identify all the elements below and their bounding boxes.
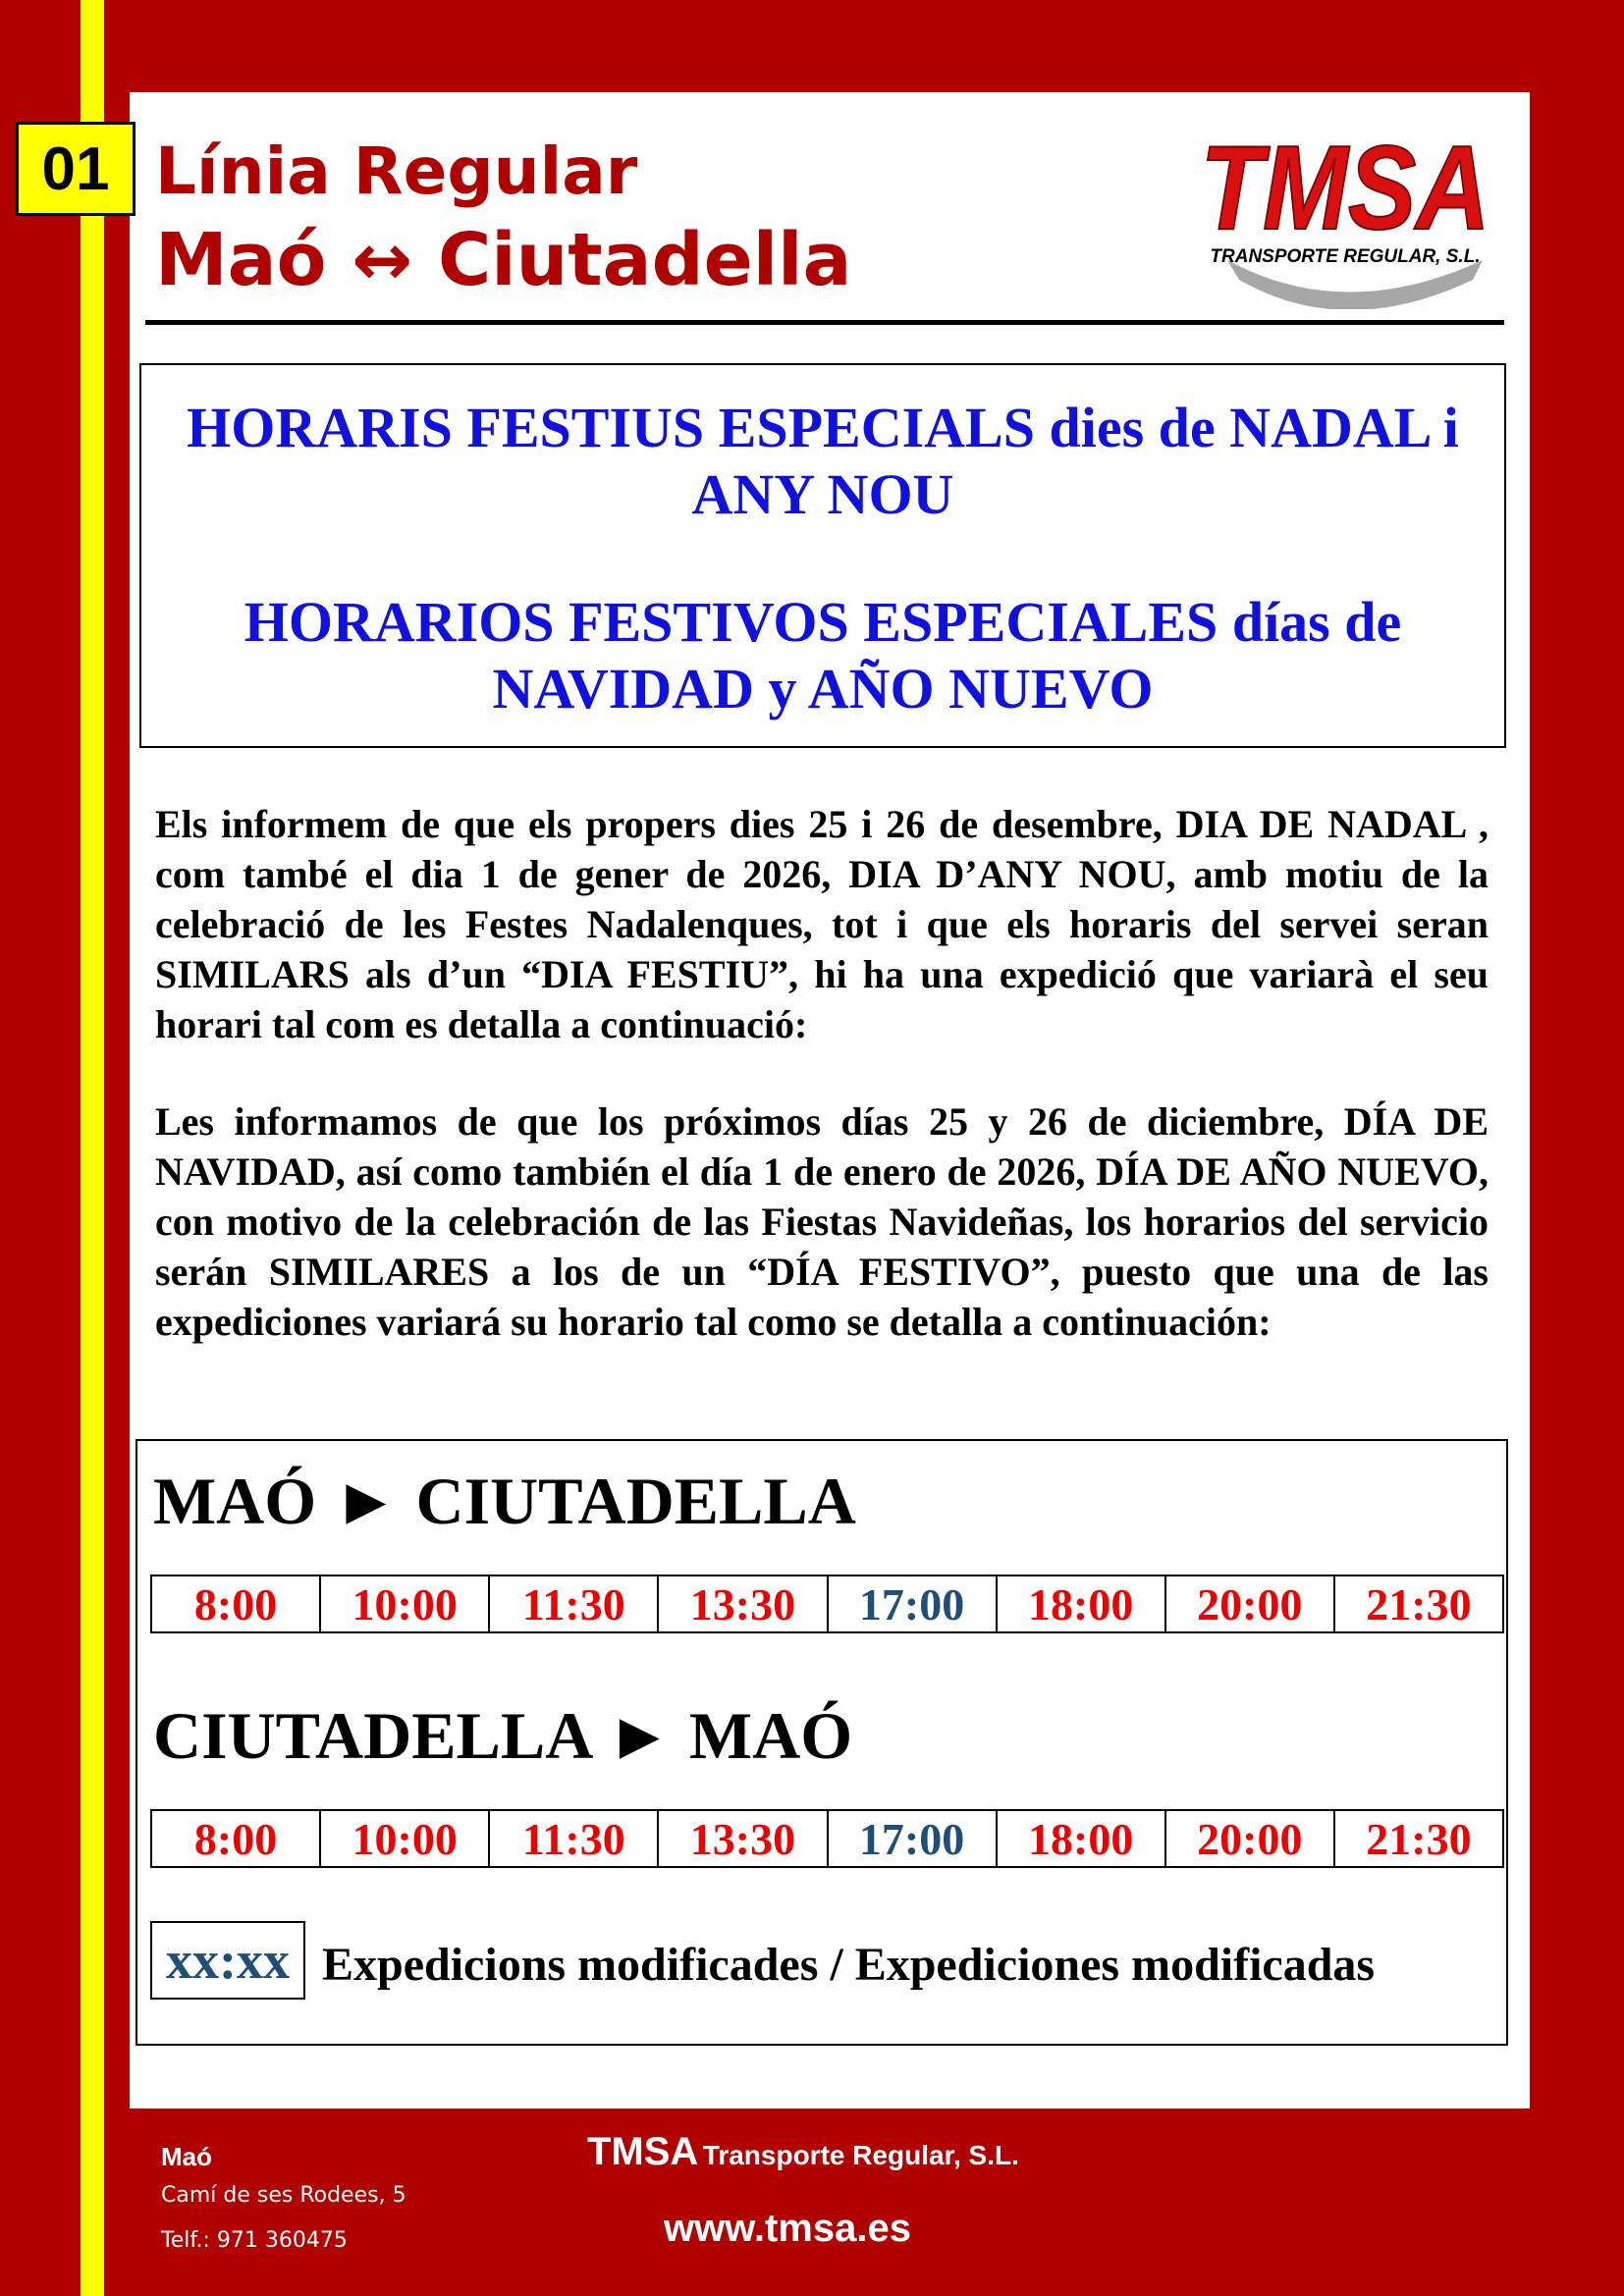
time-cell: 18:00 <box>998 1576 1166 1631</box>
logo-text: TMSA <box>1200 121 1490 254</box>
notice-title-spanish: HORARIOS FESTIVOS ESPECIALES días de NAVIDAD y AÑO NUEVO <box>244 590 1402 721</box>
time-cell: 8:00 <box>152 1576 321 1631</box>
footer <box>130 2109 1624 2296</box>
legend-sample: xx:xx <box>150 1921 305 2000</box>
time-cell: 10:00 <box>321 1811 490 1866</box>
time-cell: 13:30 <box>659 1811 828 1866</box>
notice-title-box <box>139 363 1506 748</box>
header-title: Línia Regular <box>155 133 638 209</box>
time-cell: 21:30 <box>1366 1813 1472 1864</box>
footer-company-rest: Transporte Regular, S.L. <box>702 2140 1019 2170</box>
route-heading-mao-ciutadella: MAÓ ► CIUTADELLA <box>153 1464 856 1538</box>
line-number-badge: 01 <box>16 122 135 216</box>
footer-company-bold: TMSA <box>587 2130 699 2173</box>
time-cell: 20:00 <box>1166 1576 1335 1631</box>
notice-paragraph-catalan: Els informem de que els propers dies 25 i 26 de desembre, DIA DE NADAL , com també el dia 1 de gener de 2026, DIA D’ANY NOU, amb motiu de la celebració de les Festes Nadalenques, tot i que els horaris del servei seran SIMILARS als d’un “DIA FESTIU”, hi ha una expedició que variarà el seu horari tal com es detalla a continuació: <box>155 802 1489 1046</box>
route-heading-ciutadella-mao: CIUTADELLA ► MAÓ <box>153 1698 853 1773</box>
header-route: Maó ↔ Ciutadella <box>155 218 852 302</box>
notice-title-catalan: HORARIS FESTIUS ESPECIALS dies de NADAL i ANY NOU <box>187 396 1459 526</box>
timetable-ciutadella-mao <box>150 1809 1504 1868</box>
time-cell: 20:00 <box>1166 1811 1335 1866</box>
time-cell: 21:30 <box>1366 1578 1472 1629</box>
time-cell: 10:00 <box>321 1576 490 1631</box>
time-cell-modified: 17:00 <box>829 1811 998 1866</box>
footer-address: Camí de ses Rodees, 5 <box>161 2183 406 2208</box>
timetable-mao-ciutadella <box>150 1575 1504 1633</box>
frame-top <box>0 0 1624 92</box>
time-cell-modified: 17:00 <box>829 1576 998 1631</box>
time-cell: 18:00 <box>998 1811 1166 1866</box>
tmsa-logo <box>1188 113 1502 309</box>
footer-phone: Telf.: 971 360475 <box>161 2228 348 2253</box>
header-divider <box>145 320 1504 325</box>
footer-website-link[interactable]: www.tmsa.es <box>664 2207 911 2250</box>
yellow-stripe <box>81 0 104 2296</box>
time-cell: 8:00 <box>152 1811 321 1866</box>
time-cell: 13:30 <box>659 1576 828 1631</box>
time-cell: 11:30 <box>490 1811 659 1866</box>
notice-paragraph-spanish: Les informamos de que los próximos días 25 y 26 de diciembre, DÍA DE NAVIDAD, así como también el día 1 de enero de 2026, DÍA DE AÑO NUEVO, con motivo de la celebración de las Fiestas Navideñas, los horarios del servicio serán SIMILARES a los de un “DÍA FESTIVO”, puesto que una de las expediciones variará su horario tal como se detalla a continuación: <box>155 1099 1489 1344</box>
legend-text: Expedicions modificades / Expediciones modificadas <box>322 1939 1376 1991</box>
frame-left <box>0 0 130 2296</box>
time-cell: 11:30 <box>490 1576 659 1631</box>
frame-right <box>1530 0 1624 2296</box>
footer-city: Maó <box>161 2142 212 2171</box>
logo-subtitle: TRANSPORTE REGULAR, S.L. <box>1210 246 1481 267</box>
footer-company <box>587 2130 1019 2174</box>
